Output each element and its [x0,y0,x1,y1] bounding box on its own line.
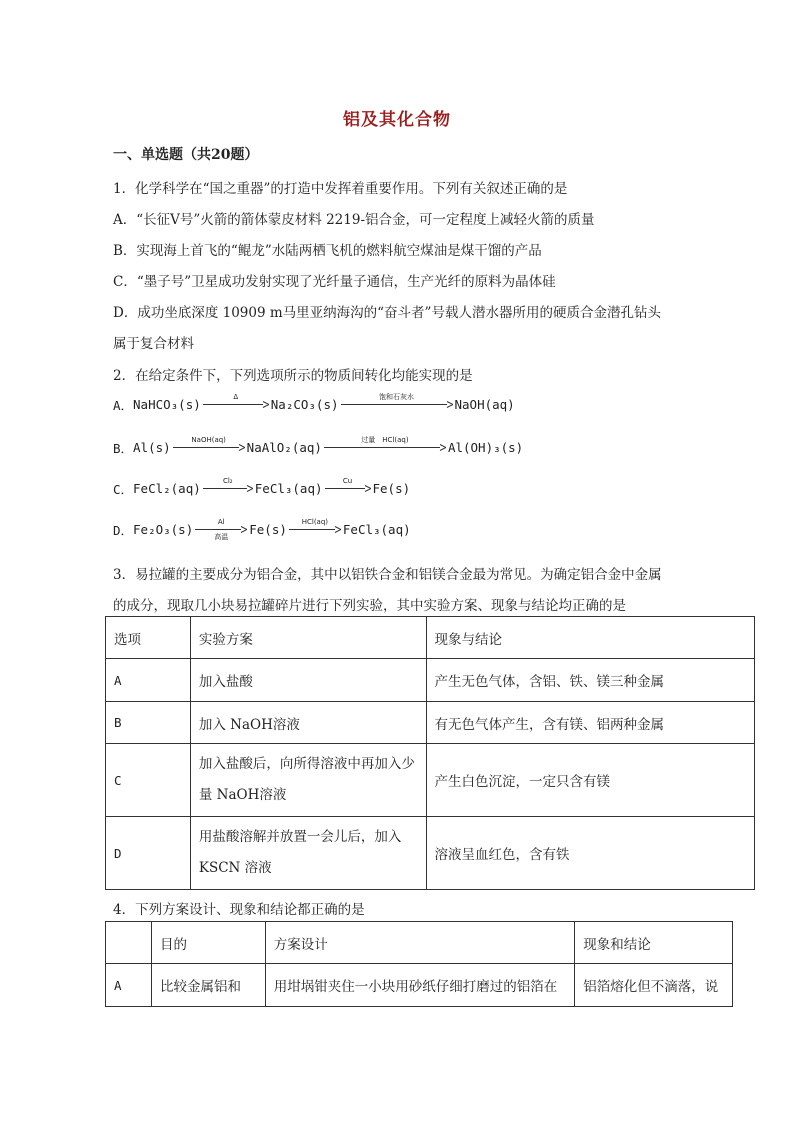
substance: NaAlO₂(aq) [246,440,322,455]
table-cell: 加入盐酸 [190,659,426,702]
arrow-condition: Cl₂ [222,477,233,485]
table-cell: 有无色气体产生，含有镁、铝两种金属 [426,702,754,744]
table-cell: 加入 NaOH溶液 [190,702,426,744]
table-cell: 产生无色气体，含铝、铁、镁三种金属 [426,659,754,702]
table-row [106,659,755,702]
q1-option-a: A．“长征Ⅴ号”火箭的箭体蒙皮材料 2219-铝合金，可一定程度上减轻火箭的质量 [113,212,595,228]
arrow-condition: NaOH(aq) [191,436,226,444]
substance: Fe₂O₃(s) [133,522,194,537]
reaction-arrow [195,518,247,541]
option-letter: A． [113,397,134,413]
cell-line: 用盐酸溶解并放置一会儿后，加入 [198,829,402,845]
reaction-arrow [203,393,269,416]
substance: Na₂CO₃(s) [270,397,339,412]
table-cell: 产生白色沉淀，一定只含有镁 [426,744,754,817]
table-cell: 比较金属铝和 [151,964,265,1007]
q1-option-d-cont: 属于复合材料 [113,336,194,352]
q1-option-c: C．“墨子号”卫星成功发射实现了光纤量子通信，生产光纤的原料为晶体硅 [113,274,556,290]
cell-line: 量 NaOH溶液 [198,787,287,803]
q1-stem: 1．化学科学在“国之重器”的打造中发挥着重要作用。下列有关叙述正确的是 [113,181,568,197]
table-header: 现象和结论 [575,922,733,964]
table-header-row [106,922,733,964]
q3-stem-cont: 的成分，现取几小块易拉罐碎片进行下列实验，其中实验方案、现象与结论均正确的是 [113,598,626,614]
option-letter: B． [113,440,134,456]
arrow-condition: 饱和石灰水 [379,393,414,401]
table-row [106,817,755,890]
substance: NaOH(aq) [454,397,515,412]
reaction-arrow [289,518,341,541]
q2-stem: 2．在给定条件下，下列选项所示的物质间转化均能实现的是 [113,368,473,384]
reaction-arrow [203,477,253,500]
cell-line: KSCN 溶液 [198,860,272,876]
section-heading: 一、单选题（共20题） [113,147,259,163]
table-header: 现象与结论 [426,617,754,659]
table-row [106,744,755,817]
table-cell [190,817,426,890]
substance: FeCl₃(aq) [342,522,411,537]
table-cell: C [106,744,191,817]
substance: Al(OH)₃(s) [447,440,524,455]
q1-option-b: B．实现海上首飞的“鲲龙”水陆两栖飞机的燃料航空煤油是煤干馏的产品 [113,243,542,259]
arrow-condition-below: 高温 [214,533,229,541]
q2-option-d [113,518,411,541]
table-cell: 铝箔熔化但不滴落，说 [575,964,733,1007]
arrow-condition: Cu [342,477,353,485]
q2-option-a [113,393,515,416]
q3-table [105,616,755,890]
cell-line: 加入盐酸后，向所得溶液中再加入少 [198,756,415,772]
table-header-row [106,617,755,659]
q3-stem: 3．易拉罐的主要成分为铝合金，其中以铝铁合金和铝镁合金最为常见。为确定铝合金中金属 [113,567,662,583]
table-cell: A [106,659,191,702]
arrow-condition: 过量 HCl(aq) [361,436,409,444]
substance: Al(s) [133,440,171,455]
q2-option-c [113,477,410,500]
substance: Fe(s) [372,481,411,496]
table-cell: 溶液呈血红色，含有铁 [426,817,754,890]
table-cell: B [106,702,191,744]
table-header [106,922,152,964]
table-cell: D [106,817,191,890]
table-cell: 用坩埚钳夹住一小块用砂纸仔细打磨过的铝箔在 [265,964,574,1007]
table-header: 实验方案 [190,617,426,659]
substance: Fe(s) [249,522,287,537]
option-letter: C． [113,481,134,497]
option-letter: D． [113,522,134,538]
reaction-arrow [173,436,245,459]
q2-option-b [113,436,523,459]
table-row [106,964,733,1007]
table-cell [190,744,426,817]
table-row [106,702,755,744]
arrow-condition: Δ [233,393,239,401]
table-header: 方案设计 [265,922,574,964]
reaction-arrow [325,477,371,500]
substance: FeCl₂(aq) [133,481,201,496]
arrow-condition: HCl(aq) [301,518,329,526]
table-header: 选项 [106,617,191,659]
table-header: 目的 [151,922,265,964]
substance: FeCl₃(aq) [254,481,323,496]
q4-table [105,921,733,1007]
page-title: 铝及其化合物 [343,110,451,130]
reaction-arrow [341,393,453,416]
q1-option-d: D．成功坐底深度 10909 m马里亚纳海沟的“奋斗者”号载人潜水器所用的硬质合金潜孔钻头 [113,305,661,321]
substance: NaHCO₃(s) [133,397,201,412]
reaction-arrow [324,436,446,459]
table-cell: A [106,964,152,1007]
arrow-condition: Al [217,518,225,526]
q4-stem: 4．下列方案设计、现象和结论都正确的是 [113,902,365,918]
